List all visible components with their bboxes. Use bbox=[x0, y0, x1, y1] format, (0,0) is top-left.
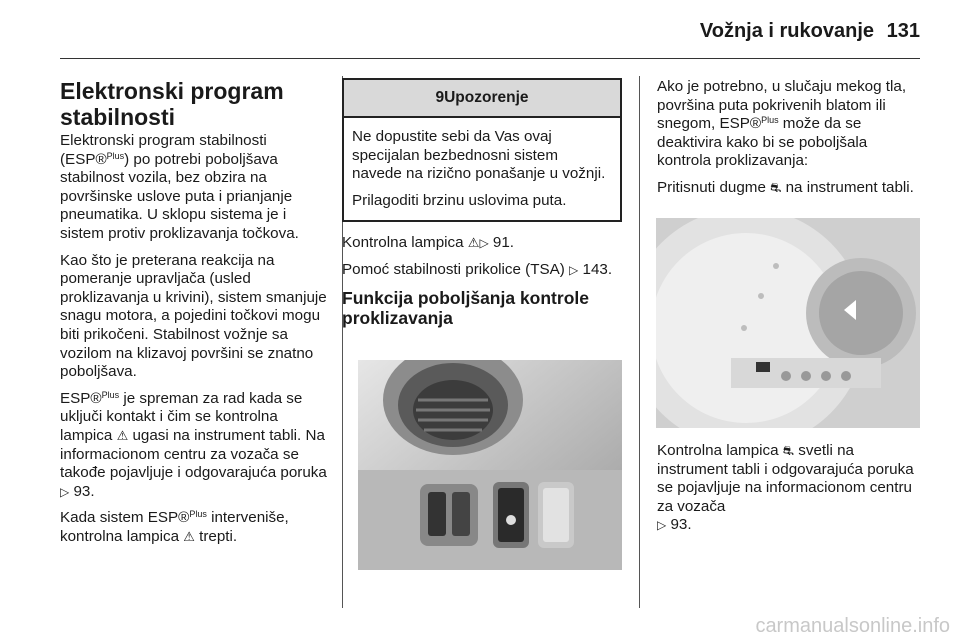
text: interveniše, kontrolna lampica bbox=[60, 509, 289, 545]
paragraph-lamp-lights bbox=[657, 442, 922, 535]
instrument-cluster-photo bbox=[656, 218, 920, 428]
text: ) po potrebi poboljšava stabilnost vozila, bez obzira na površinske uslove puta i prianjanje pneumatika. U sklopu sistema je i sistem protiv proklizavanja točkova. bbox=[60, 150, 299, 242]
switch-panel-illustration bbox=[358, 360, 622, 570]
header-rule bbox=[60, 58, 920, 59]
text: je spreman za rad kada se uključi kontakt i čim se kontrolna lampica bbox=[60, 389, 303, 444]
text: Pritisnuti dugme bbox=[657, 178, 771, 196]
header-title: Vožnja i rukovanje bbox=[699, 20, 874, 42]
warning-text-2: Prilagoditi brzinu uslovima puta. bbox=[352, 191, 567, 209]
text: na instrument tabli. bbox=[781, 178, 914, 196]
page-reference-arrow-icon: ▷ bbox=[569, 262, 579, 277]
warning-header bbox=[344, 80, 620, 118]
warning-box bbox=[342, 78, 622, 222]
column-divider-2 bbox=[639, 76, 640, 608]
paragraph-tsa-ref bbox=[342, 261, 624, 280]
instrument-cluster-illustration bbox=[656, 218, 920, 428]
paragraph-esp-ready bbox=[60, 390, 332, 502]
sup-plus: Plus bbox=[106, 150, 125, 161]
text: Kontrolna lampica bbox=[342, 234, 468, 252]
traction-off-icon: ⛐ bbox=[782, 443, 795, 458]
esp-lamp-icon: ⚠︎ bbox=[467, 235, 480, 251]
section-heading-traction: Funkcija poboljšanja kontrole proklizavanja bbox=[342, 287, 589, 328]
column-1 bbox=[60, 78, 332, 554]
traction-off-icon: ⛐ bbox=[770, 179, 782, 195]
text: 93. bbox=[69, 482, 95, 500]
watermark-text: carmanualsonline.info bbox=[755, 615, 950, 637]
text: ESP® bbox=[60, 389, 102, 407]
page-reference-arrow-icon: ▷ bbox=[479, 236, 489, 251]
warning-icon: 9 bbox=[435, 89, 445, 106]
paragraph-esp-intro bbox=[60, 132, 332, 244]
warning-body bbox=[344, 118, 620, 220]
text: Kontrolna lampica bbox=[657, 442, 783, 459]
text: može da se deaktivira kako bi se poboljšala kontrola proklizavanja: bbox=[657, 115, 868, 170]
text: Ako je potrebno, u slučaju mekog tla, površina puta pokrivenih blatom ili snegom, ESP® bbox=[657, 78, 907, 133]
text: Kada sistem ESP® bbox=[60, 509, 190, 527]
esp-lamp-icon: ⚠︎ bbox=[183, 528, 195, 544]
dashboard-switch-photo bbox=[358, 360, 622, 570]
text: Pomoć stabilnosti prikolice (TSA) bbox=[342, 260, 570, 278]
column-3 bbox=[657, 78, 922, 206]
page-reference-arrow-icon: ▷ bbox=[60, 484, 70, 499]
paragraph-press-button bbox=[657, 179, 922, 198]
paragraph-esp-intervene bbox=[60, 509, 332, 546]
page-reference-arrow-icon: ▷ bbox=[657, 518, 667, 533]
sup-plus: Plus bbox=[101, 389, 120, 400]
esp-lamp-icon: ⚠︎ bbox=[116, 427, 129, 443]
column-3-lower bbox=[657, 442, 922, 543]
text: svetli na instrument tabli i odgovarajuća poruka se pojavljuje na informacionom centru za vozača bbox=[657, 442, 914, 515]
page-number: 131 bbox=[886, 20, 920, 42]
text: ugasi na instrument tabli. Na informacionom centru za vozača se takođe pojavljuje i odgovarajuća poruka bbox=[60, 426, 327, 482]
text: 93. bbox=[666, 516, 692, 534]
text: 143. bbox=[578, 260, 613, 278]
paragraph-lamp-ref bbox=[342, 234, 624, 253]
section-heading-esp: Elektronski program stabilnosti bbox=[60, 78, 284, 130]
page-header bbox=[0, 0, 960, 62]
sup-plus: Plus bbox=[189, 509, 207, 520]
warning-text-1: Ne dopustite sebi da Vas ovaj specijalan bezbednosni sistem navede na rizično ponašanje u vožnji. bbox=[352, 128, 606, 183]
column-2 bbox=[342, 78, 624, 332]
text: 91. bbox=[488, 234, 515, 252]
warning-title: Upozorenje bbox=[444, 89, 529, 106]
text: trepti. bbox=[194, 527, 238, 545]
sup-plus: Plus bbox=[761, 115, 779, 126]
paragraph-esp-function: Kao što je preterana reakcija na pomeranje upravljača (usled proklizavanja u krivini), sistem smanjuje snagu motora, a pojedini točkovi mogu biti prikočeni. Stabilnost vožnje sa vozilom na klizavoj površini se znatno poboljšava. bbox=[60, 251, 327, 381]
paragraph-deactivate bbox=[657, 78, 922, 171]
text: Elektronski program stabilnosti (ESP® bbox=[60, 132, 267, 168]
